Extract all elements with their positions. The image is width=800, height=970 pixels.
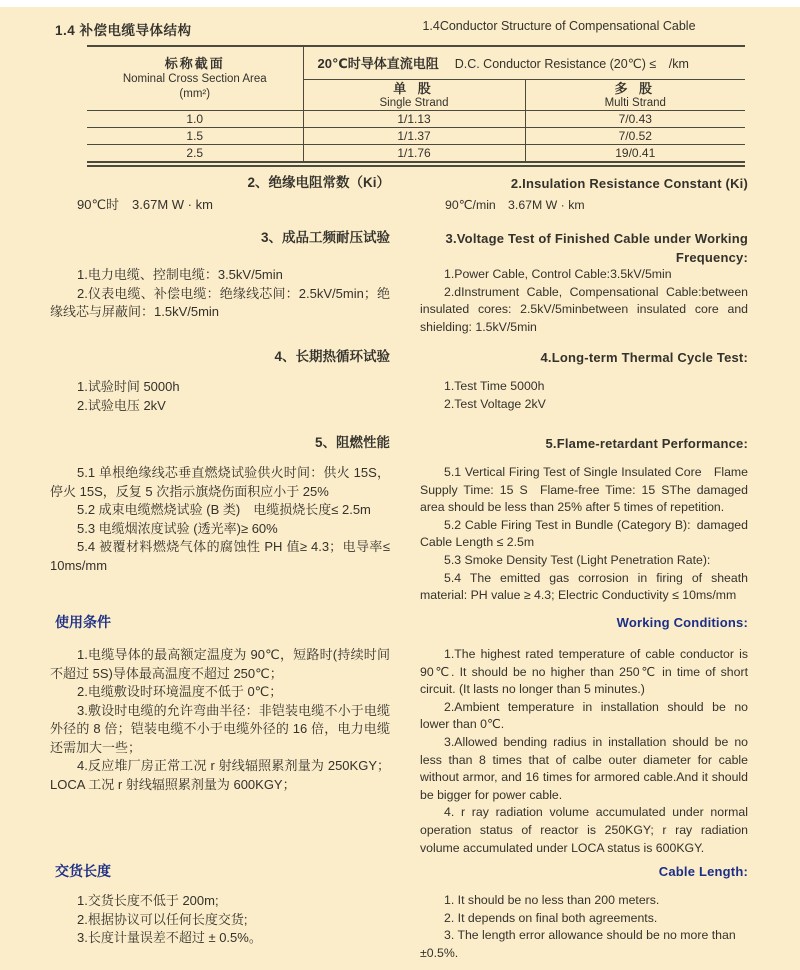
section-4-item-zh: 2.试验电压 2kV (77, 397, 166, 413)
section-5-item-zh: 5.1 单根绝缘线芯垂直燃烧试验供火时间：供火 15S，停火 15S，反复 5 次指示旗烧伤面积应小于 25% (50, 465, 390, 499)
section-4-body-row (50, 378, 748, 415)
section-5-heading-en: 5.Flame-retardant Performance: (545, 436, 748, 451)
cell-single-strand: 1/1.37 (303, 128, 525, 145)
section-5-heading-zh: 5、阻燃性能 (314, 435, 390, 450)
cell-cross-section: 2.5 (87, 145, 303, 163)
working-conditions-item-en: 3.Allowed bending radius in installation should be no less than 8 times that of calbe outer diameter for cable without armor, and 16 times for armored cable.And it should be bigger for power cable. (420, 734, 748, 802)
multi-strand-header (525, 80, 745, 111)
section-5-body-row (50, 464, 748, 605)
table-bottom-rule (87, 165, 745, 167)
section-5-item-zh: 5.3 电缆烟浓度试验 (透光率)≥ 60% (77, 520, 278, 536)
cell-cross-section: 1.0 (87, 111, 303, 128)
multi-strand-en: Multi Strand (604, 96, 666, 109)
section-5-item-en: 5.4 The emitted gas corrosion in firing of sheath material: PH value ≥ 4.3; Electric Conductivity ≤ 10ms/mm (420, 570, 748, 603)
section-5-body-zh (50, 464, 390, 575)
section-5-item-en: 5.3 Smoke Density Test (Light Penetration Rate): (444, 552, 711, 567)
col1-header-zh: 标称截面 (164, 56, 225, 71)
cable-length-body-zh (50, 892, 390, 948)
section-3-body-en (420, 266, 748, 336)
cell-single-strand: 1/1.13 (303, 111, 525, 128)
section-4-item-en: 1.Test Time 5000h (444, 379, 545, 393)
conductor-structure-table-wrap (87, 45, 745, 167)
cable-length-item-en: 1. It should be no less than 200 meters. (444, 893, 660, 907)
working-conditions-item-en: 2.Ambient temperature in installation should be no lower than 0℃. (420, 699, 748, 732)
working-conditions-heading-row (50, 613, 748, 632)
section-4-item-en: 2.Test Voltage 2kV (444, 396, 546, 411)
cable-length-body-row (50, 892, 748, 962)
working-conditions-item-zh: 3.敷设时电缆的允许弯曲半径：非铠装电缆不小于电缆外径的 8 倍；铠装电缆不小于电缆外径的 16 倍，电力电缆还需加大一些； (50, 702, 390, 755)
section-5-item-zh: 5.2 成束电缆燃烧试验 (B 类) 电缆损烧长度≤ 2.5m (77, 502, 371, 517)
cable-length-item-en: 3. The length error allowance should be no more than ±0.5%. (420, 928, 736, 960)
section-3-body-zh (50, 266, 390, 322)
section-3-heading-row (50, 229, 748, 267)
table-row (87, 128, 745, 145)
cell-multi-strand: 7/0.52 (525, 128, 745, 145)
merged-header-zh: 20℃时导体直流电阻 (317, 56, 439, 71)
section-4-body-en (420, 378, 748, 413)
section-4-heading-row (50, 348, 748, 367)
title-row (50, 19, 748, 39)
table-merged-header (303, 46, 745, 80)
multi-strand-zh: 多 股 (614, 80, 657, 96)
cable-length-heading-row (50, 862, 748, 881)
section-2-value-en: 90℃/min 3.67M W · km (445, 198, 585, 212)
cable-length-heading-en: Cable Length: (658, 864, 748, 879)
working-conditions-item-en: 4. r ray radiation volume accumulated under normal operation status of reactor is 250KGY; r ray radiation volume accumulated under LOCA status is 600KGY. (420, 805, 748, 855)
table-row (87, 111, 745, 128)
cell-multi-strand: 19/0.41 (525, 145, 745, 163)
cable-length-item-zh: 3.长度计量误差不超过 ± 0.5%。 (77, 930, 262, 945)
section-4-body-zh (50, 378, 390, 415)
working-conditions-body-en (420, 646, 748, 857)
cable-length-body-en (420, 892, 748, 962)
working-conditions-item-zh: 4.反应堆厂房正常工况 r 射线辐照累剂量为 250KGY；LOCA 工况 r 射线辐照累剂量为 600KGY； (50, 758, 390, 792)
page-title-en: 1.4Conductor Structure of Compensational Cable (422, 19, 696, 33)
single-strand-en: Single Strand (379, 96, 449, 109)
working-conditions-body-zh (50, 646, 390, 794)
table-row (87, 145, 745, 163)
cable-length-heading-zh: 交货长度 (55, 863, 111, 879)
working-conditions-heading-zh: 使用条件 (55, 614, 111, 630)
working-conditions-heading-en: Working Conditions: (616, 615, 748, 630)
single-strand-zh: 单 股 (393, 80, 435, 96)
cable-length-item-zh: 1.交货长度不低于 200m; (77, 893, 219, 908)
section-2-value-row (50, 196, 748, 214)
section-3-item-zh: 2.仪表电缆、补偿电缆：绝缘线芯间：2.5kV/5min；绝缘线芯与屏蔽间：1.5kV/5min (50, 285, 390, 319)
merged-header-en: D.C. Conductor Resistance (20℃) ≤ /km (454, 57, 689, 71)
section-2-heading-zh: 2、绝缘电阻常数（Ki） (247, 175, 390, 190)
section-5-item-en: 5.2 Cable Firing Test in Bundle (Category B): damaged Cable Length ≤ 2.5m (420, 517, 748, 550)
section-3-item-en: 2.dInstrument Cable, Compensational Cable:between insulated cores: 2.5kV/5minbetween insulated core and shielding: 1.5kV/5min (420, 284, 748, 334)
section-5-item-zh: 5.4 被覆材料燃烧气体的腐蚀性 PH 值≥ 4.3；电导率≤ 10ms/mm (50, 539, 390, 573)
section-3-item-zh: 1.电力电缆、控制电缆：3.5kV/5min (77, 267, 283, 282)
section-2-value-zh: 90℃时 3.67M W · km (77, 197, 213, 212)
section-4-heading-zh: 4、长期热循环试验 (274, 349, 390, 364)
section-4-item-zh: 1.试验时间 5000h (77, 379, 180, 394)
section-3-heading-zh: 3、成品工频耐压试验 (260, 230, 390, 245)
cell-cross-section: 1.5 (87, 128, 303, 145)
conductor-structure-table (87, 45, 745, 163)
page-title-zh: 1.4 补偿电缆导体结构 (55, 23, 192, 38)
working-conditions-body-row (50, 646, 748, 857)
section-2-heading-en: 2.Insulation Resistance Constant (Ki) (510, 176, 748, 191)
cable-length-item-zh: 2.根据协议可以任何长度交货; (77, 911, 248, 927)
table-col1-header (87, 46, 303, 111)
cell-single-strand: 1/1.76 (303, 145, 525, 163)
cable-length-item-en: 2. It depends on final both agreements. (444, 910, 658, 925)
cell-multi-strand: 7/0.43 (525, 111, 745, 128)
working-conditions-item-en: 1.The highest rated temperature of cable conductor is 90℃. It should be no higher than 250℃ in time of short circuit. (It lasts no longer than 5 minutes.) (420, 647, 748, 697)
section-5-item-en: 5.1 Vertical Firing Test of Single Insulated Core Flame Supply Time: 15 S Flame-free Time: 15 SThe damaged area should be less than 25% after 5 times of repetition. (420, 465, 748, 515)
col1-header-unit: (mm²) (179, 88, 211, 100)
section-5-body-en (420, 464, 748, 605)
working-conditions-item-zh: 1.电缆导体的最高额定温度为 90℃，短路时(持续时间不超过 5S)导体最高温度不超过 250℃； (50, 647, 390, 681)
working-conditions-item-zh: 2.电缆敷设时环境温度不低于 0℃； (77, 684, 283, 699)
section-2-heading-row (50, 174, 748, 193)
section-3-body-row (50, 266, 748, 336)
section-3-heading-en: 3.Voltage Test of Finished Cable under Working Frequency: (445, 231, 748, 265)
section-4-heading-en: 4.Long-term Thermal Cycle Test: (540, 350, 748, 365)
col1-header-en: Nominal Cross Section Area (122, 73, 267, 85)
section-3-item-en: 1.Power Cable, Control Cable:3.5kV/5min (444, 267, 672, 281)
document-page (0, 7, 800, 970)
single-strand-header (303, 80, 525, 111)
section-5-heading-row (50, 434, 748, 453)
